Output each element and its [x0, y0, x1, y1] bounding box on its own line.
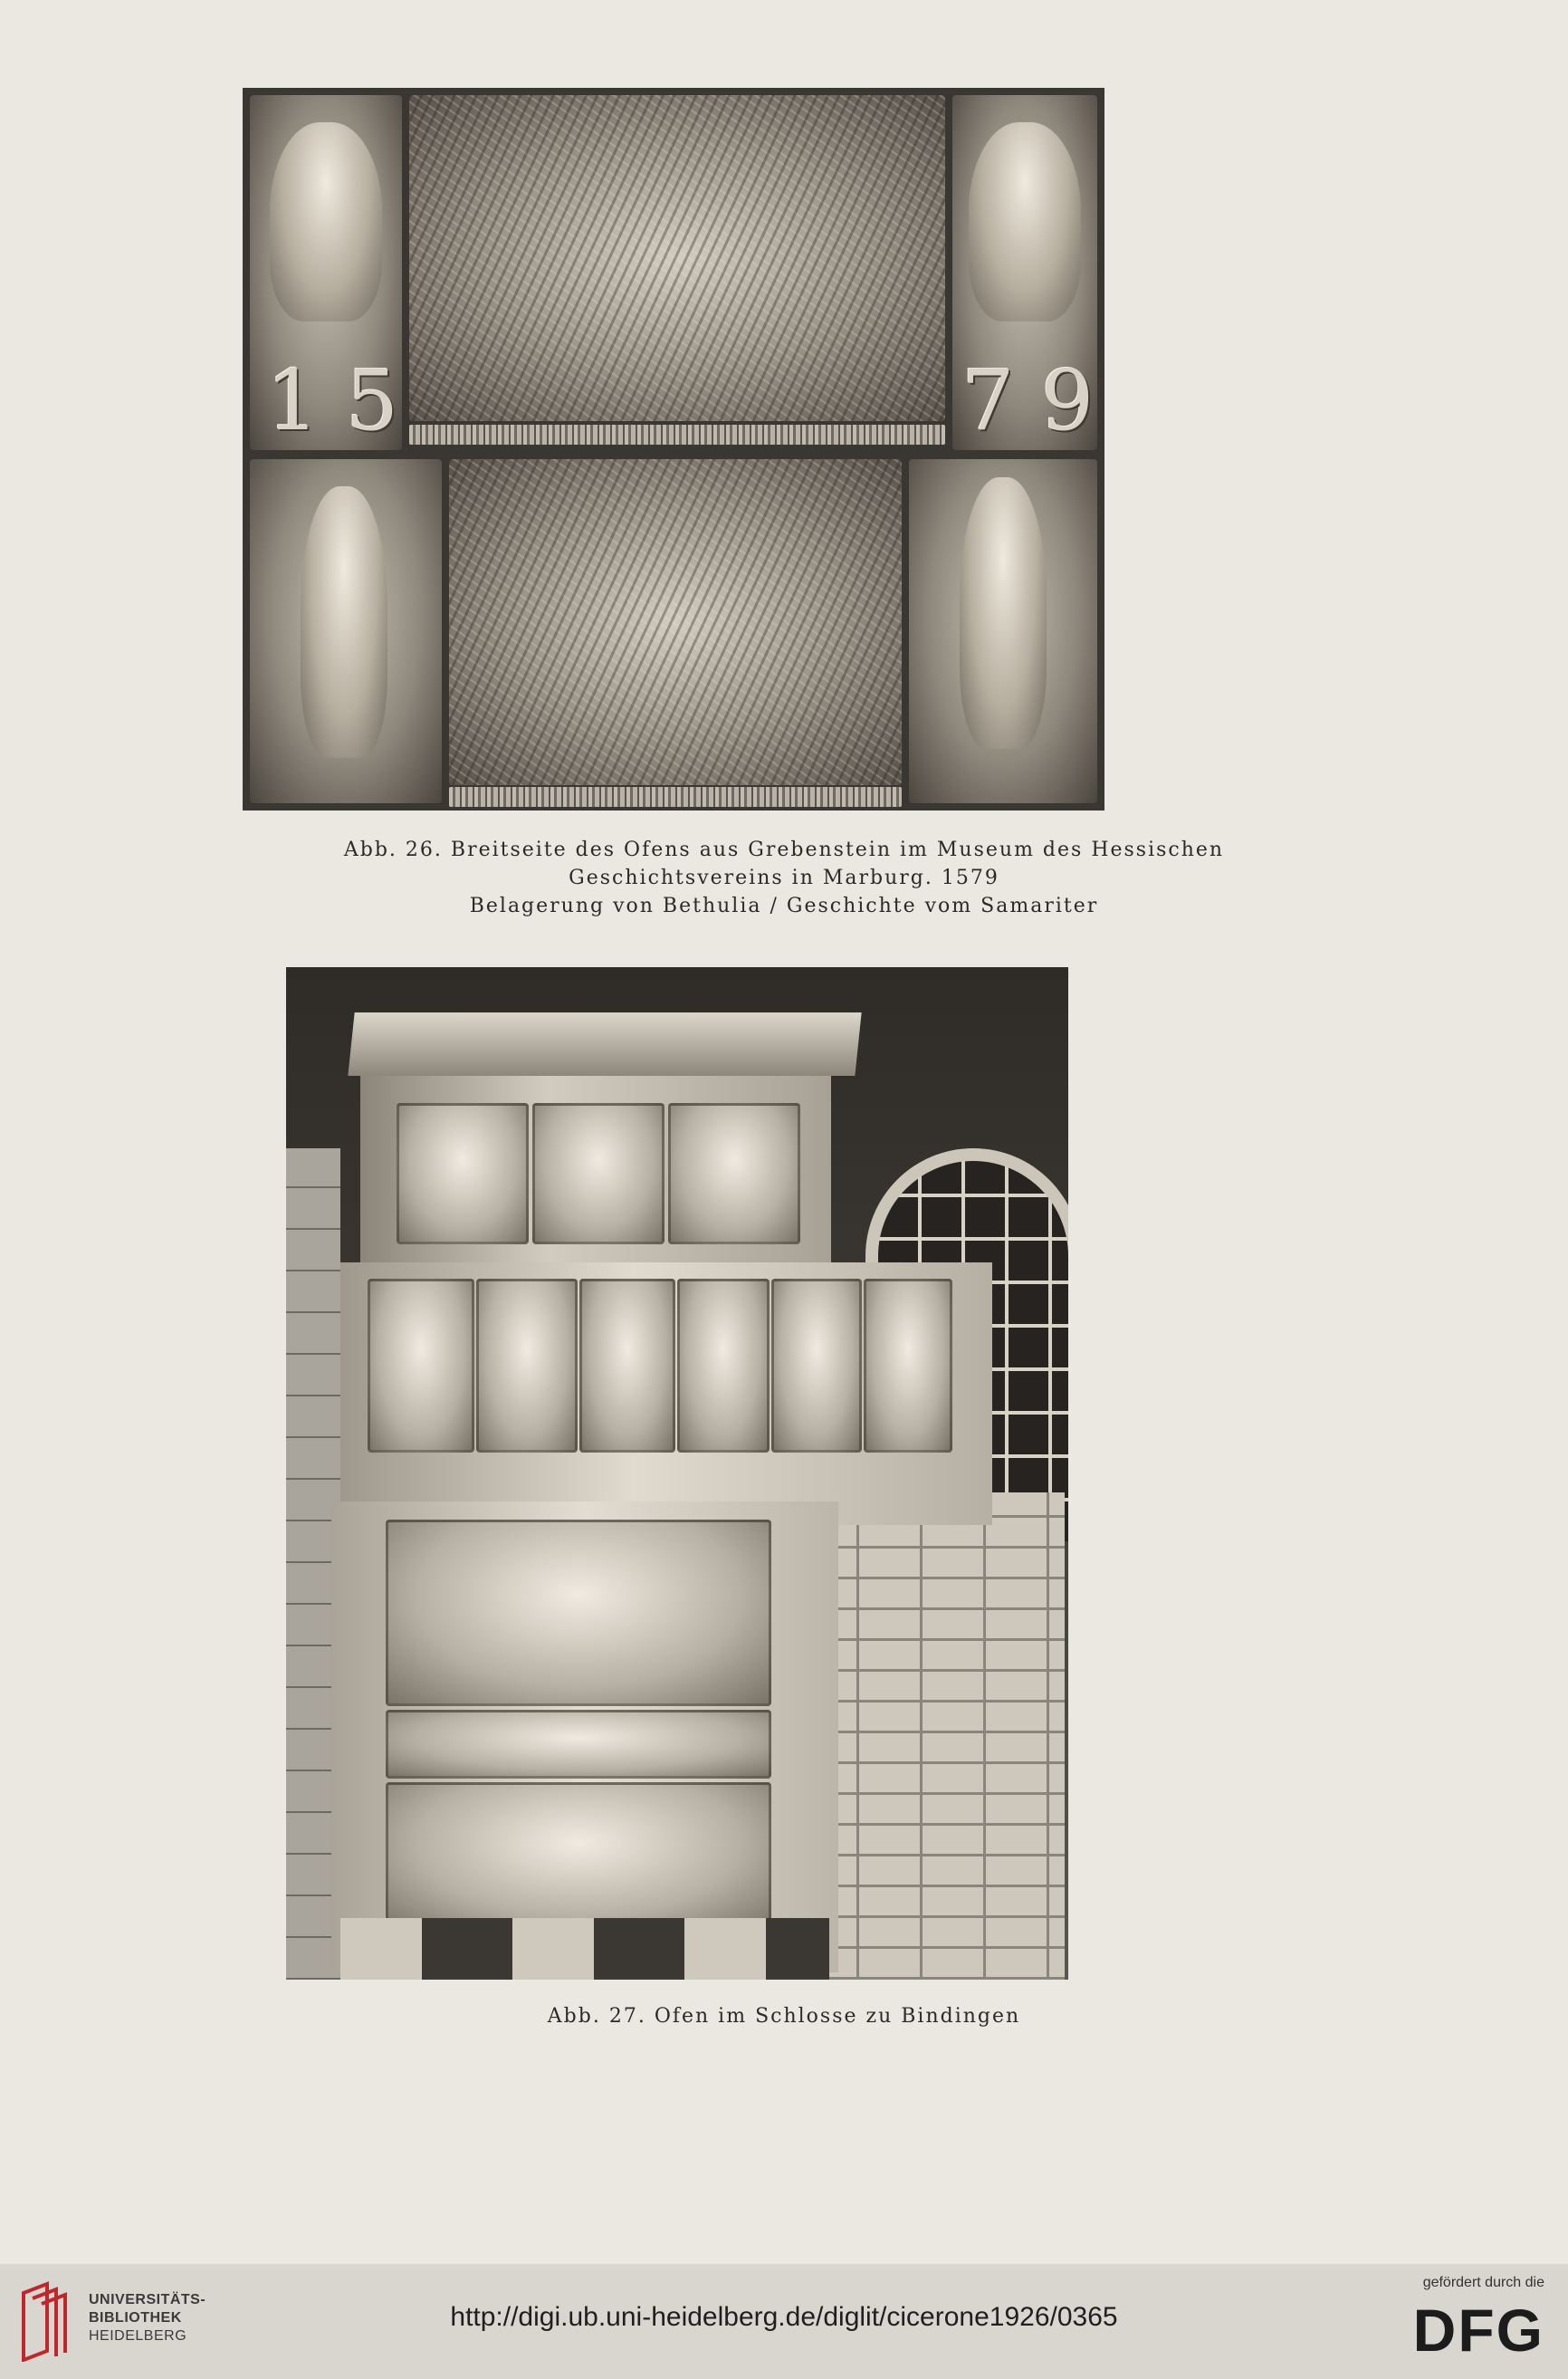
stove-feet	[340, 1918, 829, 1980]
year-digits-right: 7 9	[961, 352, 1095, 449]
figure-27-caption: Abb. 27. Ofen im Schlosse zu Bindingen	[547, 2005, 1021, 2028]
library-name-line1: UNIVERSITÄTS-	[89, 2292, 206, 2307]
figure-27-photo	[286, 967, 1068, 1980]
permalink-url[interactable]: http://digi.ub.uni-heidelberg.de/diglit/cicerone1926/0365	[450, 2302, 1118, 2332]
library-name-line2: BIBLIOTHEK	[89, 2310, 182, 2326]
ornament-band-tile	[386, 1710, 771, 1779]
female-figure-left-panel	[250, 459, 442, 803]
stove-lower-body	[331, 1501, 838, 1972]
upper-tile	[668, 1103, 800, 1244]
arcade-relief-tile	[386, 1520, 771, 1706]
upper-inscription-band	[409, 425, 945, 445]
coat-of-arms-left	[270, 122, 382, 321]
samaritan-story-relief	[449, 459, 902, 785]
coat-of-arms-right	[969, 122, 1081, 321]
library-name-line3: HEIDELBERG	[89, 2328, 187, 2344]
upper-tile	[532, 1103, 664, 1244]
figure-tile	[476, 1279, 578, 1453]
funded-by-label: gefördert durch die	[1422, 2275, 1544, 2290]
coat-of-arms-left-panel	[250, 95, 402, 450]
lower-inscription-band	[449, 787, 902, 807]
figure-tile	[368, 1279, 474, 1453]
year-digits-left: 1 5	[266, 352, 399, 449]
figure-tile	[579, 1279, 675, 1453]
upper-tile	[397, 1103, 529, 1244]
figure-tile	[771, 1279, 862, 1453]
figure-26-photo	[243, 88, 1104, 811]
digitization-footer	[0, 2264, 1568, 2379]
dfg-logo: DFG	[1412, 2297, 1544, 2364]
figure-26-caption-line3: Belagerung von Bethulia / Geschichte vom Samariter	[469, 895, 1099, 917]
stove-cornice	[348, 1012, 861, 1076]
figure-26-caption-line2: Geschichtsvereins in Marburg. 1579	[569, 867, 999, 889]
female-figure-right	[960, 477, 1047, 749]
figure-tile	[864, 1279, 952, 1453]
figure-tile	[677, 1279, 770, 1453]
female-figure-right-panel	[909, 459, 1097, 803]
stove-middle-body	[340, 1262, 992, 1525]
figure-26-caption-line1: Abb. 26. Breitseite des Ofens aus Grebenstein im Museum des Hessischen	[343, 839, 1225, 861]
lower-relief-tile	[386, 1782, 771, 1933]
siege-of-bethulia-relief	[409, 95, 945, 421]
female-figure-left	[301, 486, 387, 758]
coat-of-arms-right-panel	[952, 95, 1097, 450]
